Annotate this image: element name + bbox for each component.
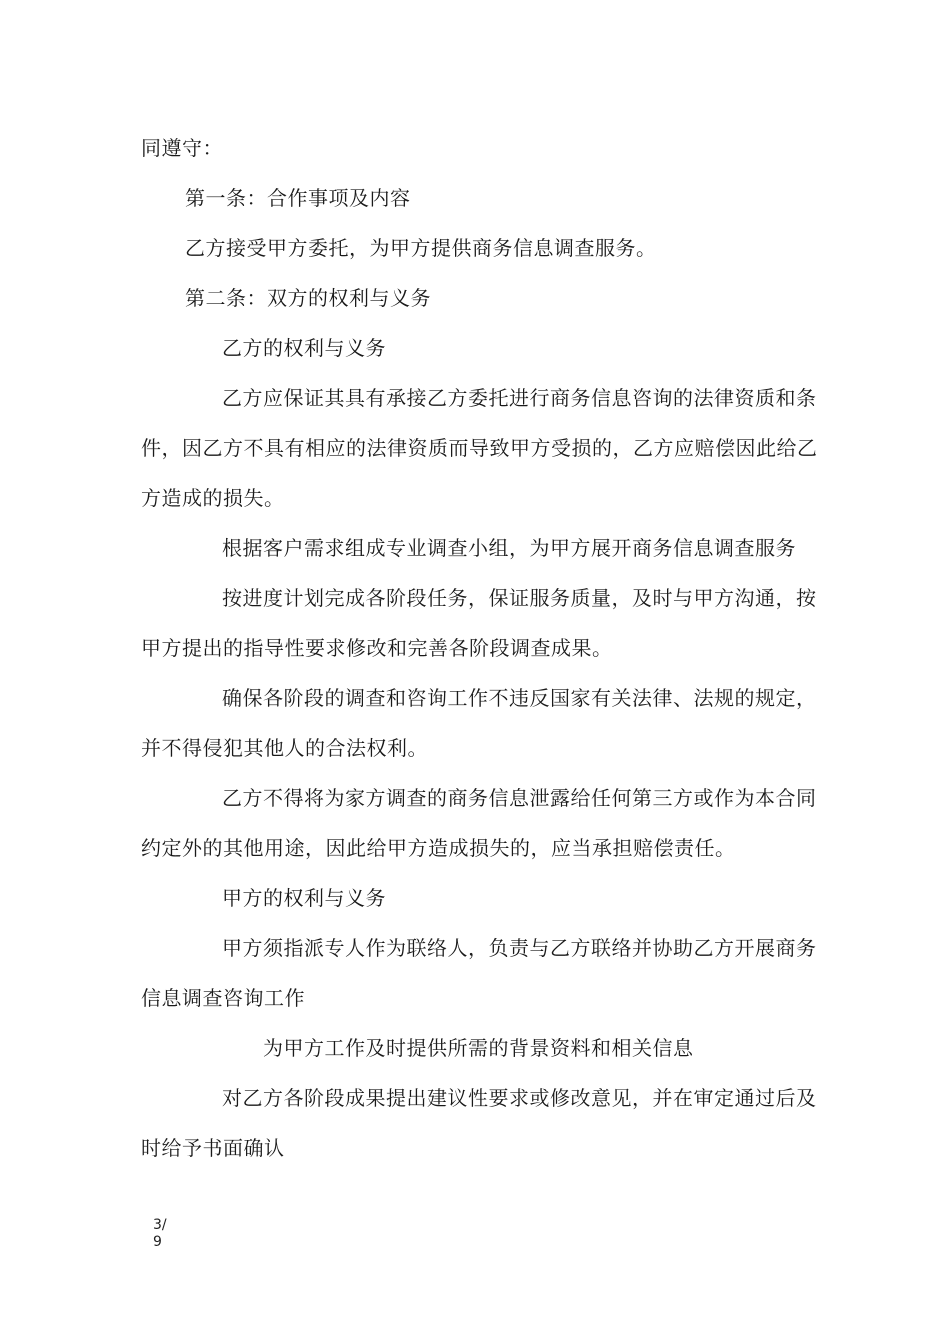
sub-heading: 乙方的权利与义务 [222,336,386,360]
text-line: 按进度计划完成各阶段任务，保证服务质量，及时与甲方沟通，按 [222,586,817,610]
text-line: 为甲方工作及时提供所需的背景资料和相关信息 [263,1036,694,1060]
text-line: 确保各阶段的调查和咨询工作不违反国家有关法律、法规的规定， [222,686,817,710]
text-line: 同遵守： [141,136,223,160]
text-line: 并不得侵犯其他人的合法权利。 [141,736,428,760]
section-heading: 第一条：合作事项及内容 [185,186,411,210]
text-line: 约定外的其他用途，因此给甲方造成损失的，应当承担赔偿责任。 [141,836,736,860]
text-line: 甲方须指派专人作为联络人，负责与乙方联络并协助乙方开展商务 [222,936,817,960]
text-line: 乙方接受甲方委托，为甲方提供商务信息调查服务。 [185,236,657,260]
text-line: 甲方提出的指导性要求修改和完善各阶段调查成果。 [141,636,613,660]
sub-heading: 甲方的权利与义务 [222,886,386,910]
page-number-bottom: 9 [153,1234,162,1250]
text-line: 件，因乙方不具有相应的法律资质而导致甲方受损的，乙方应赔偿因此给乙 [141,436,818,460]
text-line: 根据客户需求组成专业调查小组，为甲方展开商务信息调查服务 [222,536,796,560]
text-line: 时给予书面确认 [141,1136,285,1160]
page-number-top: 3/ [153,1217,167,1233]
text-line: 方造成的损失。 [141,486,285,510]
text-line: 乙方不得将为家方调查的商务信息泄露给任何第三方或作为本合同 [222,786,817,810]
section-heading: 第二条：双方的权利与义务 [185,286,431,310]
text-line: 乙方应保证其具有承接乙方委托进行商务信息咨询的法律资质和条 [222,386,817,410]
text-line: 对乙方各阶段成果提出建议性要求或修改意见，并在审定通过后及 [222,1086,817,1110]
text-line: 信息调查咨询工作 [141,986,305,1010]
